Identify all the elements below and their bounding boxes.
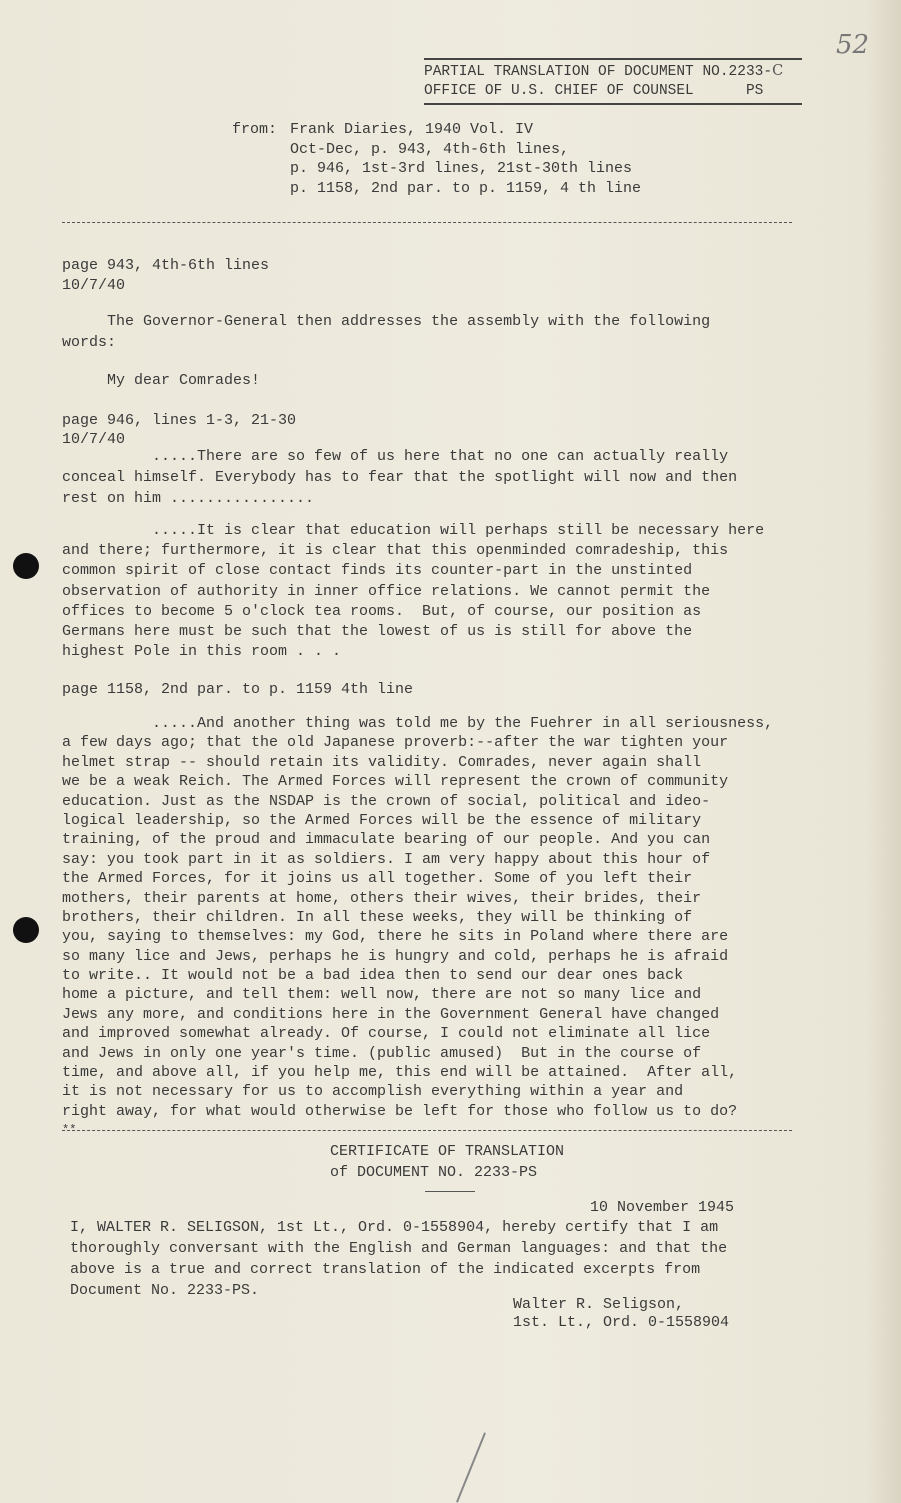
text-line: Jews any more, and conditions here in the Government General have changed [62,1005,720,1023]
section-text [62,311,710,353]
text-line: you, saying to themselves: my God, there he sits in Poland where there are [62,928,729,946]
certificate-subtitle: of DOCUMENT NO. 2233-PS [330,1164,538,1181]
text-line: words: [62,334,117,351]
text-line: .....It is clear that education will perhaps still be necessary here [62,522,765,539]
text-line: and there; furthermore, it is clear that this openminded comradeship, this [62,542,729,560]
text-line: Oct-Dec, p. 943, 4th-6th lines, [290,140,570,158]
text-line: a few days ago; that the old Japanese proverb:--after the war tighten your [62,734,729,752]
text-line: Walter R. Seligson, [513,1296,685,1313]
text-line: The Governor-General then addresses the assembly with the following [62,313,711,330]
text-line: so many lice and Jews, perhaps he is hungry and cold, perhaps he is afraid [62,947,729,965]
text-line: thoroughly conversant with the English and German languages: and that the [70,1240,728,1257]
text-line: home a picture, and tell them: well now, there are not so many lice and [62,986,702,1004]
text-line: highest Pole in this room . . . [62,643,342,661]
document-header [424,58,802,105]
section-reference [62,411,296,449]
text-line: page 943, 4th-6th lines [62,257,270,274]
section-text [62,714,773,1121]
text-line: above is a true and correct translation of the indicated excerpts from [70,1261,701,1278]
text-line: say: you took part in it as soldiers. I am very happy about this hour of [62,850,711,868]
header-title: PARTIAL TRANSLATION OF DOCUMENT NO.2233- [424,64,773,80]
source-citation [290,120,641,199]
text-line: 10/7/40 [62,277,126,294]
text-line: helmet strap -- should retain its validity. Comrades, never again shall [62,753,702,771]
text-line: 1st. Lt., Ord. 0-1558904 [513,1314,730,1331]
divider [425,1191,475,1192]
pencil-mark [456,1432,486,1502]
certificate-title: CERTIFICATE OF TRANSLATION [330,1143,565,1160]
header-office: OFFICE OF U.S. CHIEF OF COUNSEL PS [424,83,764,99]
section-reference [62,256,269,296]
section-reference: page 1158, 2nd par. to p. 1159 4th line [62,681,414,698]
section-text [62,446,737,509]
text-line: we be a weak Reich. The Armed Forces will represent the crown of community [62,773,729,791]
signature-block [513,1296,729,1332]
text-line: 10/7/40 [62,431,126,448]
text-line: .....There are so few of us here that no one can actually really [62,448,729,465]
text-line: and improved somewhat already. Of course, I could not eliminate all lice [62,1025,711,1043]
footnote-mark: ** [62,1123,77,1137]
text-line: right away, for what would otherwise be left for those who follow us to do? [62,1102,738,1120]
text-line: page 946, lines 1-3, 21-30 [62,412,297,429]
text-line: conceal himself. Everybody has to fear that the spotlight will now and then [62,469,738,486]
text-line: the Armed Forces, for it joins us all together. Some of you left their [62,870,693,888]
text-line: Document No. 2233-PS. [70,1282,260,1299]
text-line: .....And another thing was told me by the Fuehrer in all seriousness, [62,715,774,732]
text-line: p. 946, 1st-3rd lines, 21st-30th lines [290,160,633,178]
section-text [62,521,764,662]
text-line: to write.. It would not be a bad idea then to send our dear ones back [62,967,684,985]
text-line: I, WALTER R. SELIGSON, 1st Lt., Ord. 0-1558904, hereby certify that I am [70,1219,719,1236]
source-label: from: [232,121,278,138]
divider [62,222,792,223]
punch-hole [13,917,39,943]
text-line: p. 1158, 2nd par. to p. 1159, 4 th line [290,180,642,198]
text-line: mothers, their parents at home, others their wives, their brides, their [62,889,702,907]
text-line: Frank Diaries, 1940 Vol. IV [290,121,534,138]
text-line: Germans here must be such that the lowest of us is still for above the [62,622,693,640]
text-line: offices to become 5 o'clock tea rooms. But, of course, our position as [62,602,702,620]
certificate-text [70,1217,727,1301]
text-line: it is not necessary for us to accomplish everything within a year and [62,1083,684,1101]
text-line: and Jews in only one year's time. (public amused) But in the course of [62,1044,702,1062]
handwritten-page-number: 52 [836,30,870,60]
text-line: brothers, their children. In all these weeks, they will be thinking of [62,908,693,926]
text-line: logical leadership, so the Armed Forces will be the essence of military [62,811,702,829]
header-handwritten-suffix: C [772,63,784,79]
text-line: common spirit of close contact finds its counter-part in the unstinted [62,562,693,580]
text-line: training, of the proud and immaculate bearing of our people. And you can [62,831,711,849]
text-line: time, and above all, if you help me, this end will be attained. After all, [62,1064,738,1082]
divider [62,1130,792,1131]
punch-hole [13,553,39,579]
text-line: education. Just as the NSDAP is the crown of social, political and ideo- [62,792,711,810]
text-line: observation of authority in inner office relations. We cannot permit the [62,582,711,600]
quote-text: My dear Comrades! [62,372,261,389]
text-line: rest on him ................ [62,490,315,507]
certificate-date: 10 November 1945 [590,1199,735,1216]
